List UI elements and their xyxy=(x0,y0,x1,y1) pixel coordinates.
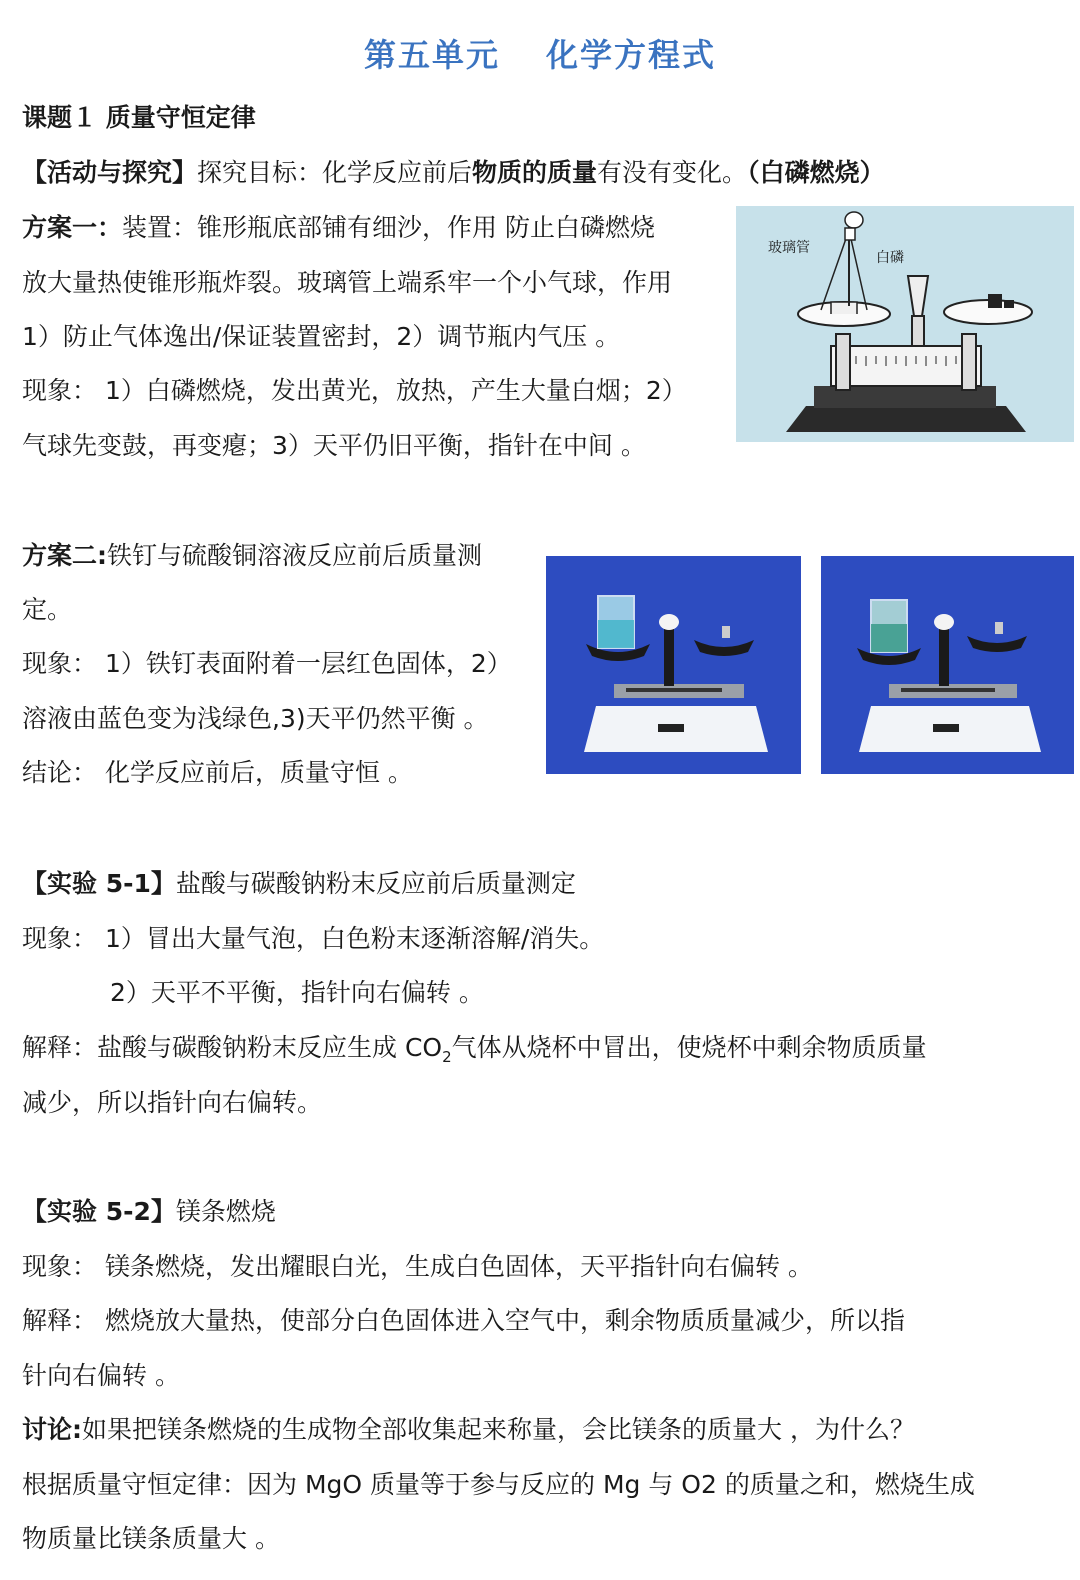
label-white-phosphorus: 白磷 xyxy=(876,250,904,266)
plan2-line3: 现象： 1）铁钉表面附着一层红色固体，2） xyxy=(22,649,512,678)
exp52-line3: 针向右偏转 。 xyxy=(22,1361,180,1390)
exp52-line2: 解释： 燃烧放大量热，使部分白色固体进入空气中，剩余物质质量减少，所以指 xyxy=(22,1306,905,1335)
exp52-line1: 现象： 镁条燃烧，发出耀眼白光，生成白色固体，天平指针向右偏转 。 xyxy=(22,1252,813,1281)
exp52-heading: 【实验 5-2】镁条燃烧 xyxy=(22,1197,276,1226)
plan1-line3: 1）防止气体逸出/保证装置密封，2）调节瓶内气压 。 xyxy=(22,322,621,351)
unit-title: 化学方程式 xyxy=(546,36,717,74)
unit-number: 第五单元 xyxy=(363,36,500,74)
lesson-heading: 课题１ 质量守恒定律 xyxy=(22,103,256,132)
plan1-line4: 现象： 1）白磷燃烧，发出黄光，放热，产生大量白烟；2） xyxy=(22,376,687,405)
plan2-label: 方案二: xyxy=(22,541,107,570)
page-title xyxy=(0,30,1080,76)
exp52-tag: 【实验 5-2】 xyxy=(22,1197,176,1226)
balance-phosphorus-figure xyxy=(736,206,1074,442)
exp52-discussion: 讨论:如果把镁条燃烧的生成物全部收集起来称量，会比镁条的质量大 ，为什么？ xyxy=(22,1415,915,1444)
plan1-line2: 放大量热使锥形瓶炸裂。玻璃管上端系牢一个小气球，作用 xyxy=(22,268,673,297)
exp51-line1: 现象： 1）冒出大量气泡，白色粉末逐渐溶解/消失。 xyxy=(22,924,605,953)
exp52-line6: 物质量比镁条质量大 。 xyxy=(22,1524,280,1553)
plan2-line2: 定。 xyxy=(22,595,73,624)
plan1-line1: 方案一：装置：锥形瓶底部铺有细沙，作用 防止白磷燃烧 xyxy=(22,213,655,242)
discussion-label: 讨论: xyxy=(22,1415,82,1444)
plan1-line5: 气球先变鼓，再变瘪；3）天平仍旧平衡，指针在中间 。 xyxy=(22,431,646,460)
exp52-line5: 根据质量守恒定律：因为 MgO 质量等于参与反应的 Mg 与 O2 的质量之和，燃烧生成 xyxy=(22,1470,975,1499)
plan1-label: 方案一： xyxy=(22,213,123,242)
plan2-line5: 结论： 化学反应前后，质量守恒 。 xyxy=(22,758,413,787)
label-glass-tube: 玻璃管 xyxy=(768,240,810,256)
plan2-line1: 方案二:铁钉与硫酸铜溶液反应前后质量测 xyxy=(22,541,483,570)
balance-photo-before xyxy=(546,556,801,774)
activity-tag: 【活动与探究】 xyxy=(22,158,198,187)
exp51-tag: 【实验 5-1】 xyxy=(22,869,176,898)
exp51-line3: 解释：盐酸与碳酸钠粉末反应生成 $CO_2$气体从烧杯中冒出，使烧杯中剩余物质质量 xyxy=(22,1033,927,1066)
activity-line: 【活动与探究】探究目标：化学反应前后物质的质量有没有变化。（白磷燃烧） xyxy=(22,158,885,187)
plan2-line4: 溶液由蓝色变为浅绿色,3)天平仍然平衡 。 xyxy=(22,704,489,733)
exp51-line4: 减少，所以指针向右偏转。 xyxy=(22,1088,323,1117)
exp51-line2: 2）天平不平衡，指针向右偏转 。 xyxy=(110,978,484,1007)
exp51-heading: 【实验 5-1】盐酸与碳酸钠粉末反应前后质量测定 xyxy=(22,869,576,898)
balance-photo-after xyxy=(821,556,1074,774)
